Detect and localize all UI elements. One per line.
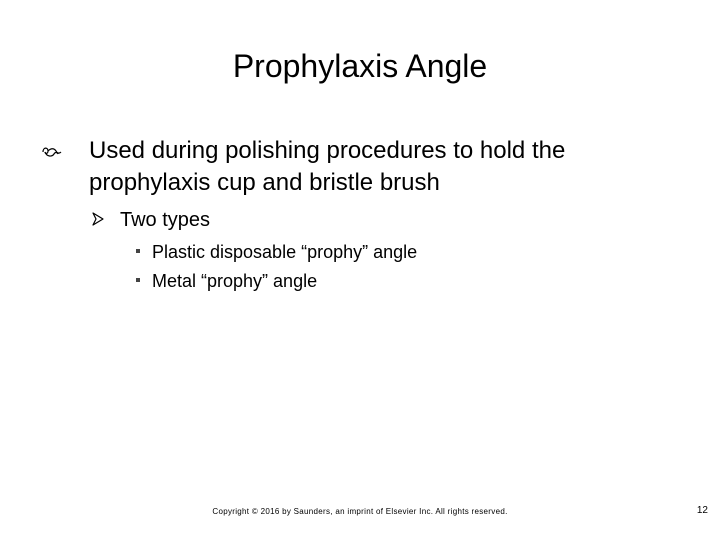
page-number: 12 [696, 505, 708, 516]
bullet-text: Plastic disposable “prophy” angle [152, 242, 418, 262]
bullet-text: Metal “prophy” angle [152, 271, 318, 291]
footer-copyright: Copyright © 2016 by Saunders, an imprint of Elsevier Inc. All rights reserved. [212, 507, 508, 516]
square-bullet-icon [136, 249, 140, 253]
slide-title: Prophylaxis Angle [232, 48, 488, 84]
wingdings-scroll-icon [40, 145, 62, 159]
bullet-text: Used during polishing procedures to hold the prophylaxis cup and bristle brush [89, 137, 566, 196]
bullet-level-3 [136, 269, 636, 295]
arrowhead-icon [92, 212, 104, 229]
bullet-text: Two types [120, 209, 211, 231]
square-bullet-icon [136, 278, 140, 282]
bullet-level-3 [136, 240, 636, 266]
